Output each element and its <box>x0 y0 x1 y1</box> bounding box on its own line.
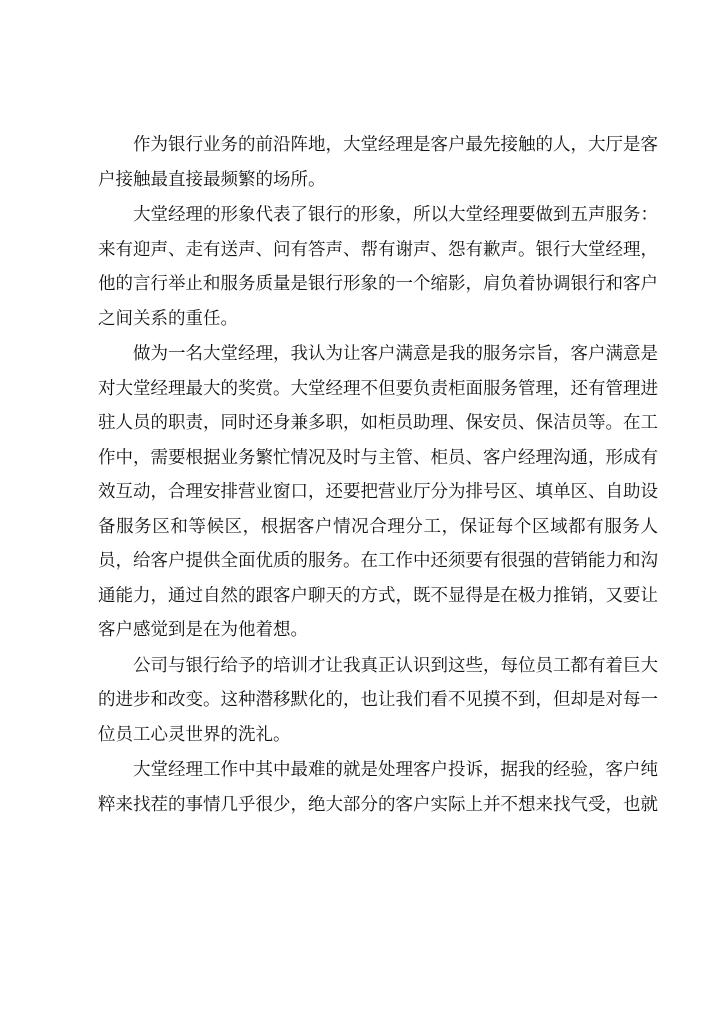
paragraph-2: 大堂经理的形象代表了银行的形象，所以大堂经理要做到五声服务：来有迎声、走有送声、问有答声、帮有谢声、怨有歉声。银行大堂经理，他的言行举止和服务质量是银行形象的一个缩影，肩负着协调银行和客户之间关系的重任。 <box>98 205 658 329</box>
paragraph-1: 作为银行业务的前沿阵地，大堂经理是客户最先接触的人，大厅是客户接触最直接最频繁的场所。 <box>98 135 658 190</box>
paragraph-4: 公司与银行给予的培训才让我真正认识到这些，每位员工都有着巨大的进步和改变。这种潜移默化的，也让我们看不见摸不到，但却是对每一位员工心灵世界的洗礼。 <box>98 655 658 745</box>
paragraph-5: 大堂经理工作中其中最难的就是处理客户投诉，据我的经验，客户纯粹来找茬的事情几乎很少，绝大部分的客户实际上并不想来找气受，也就 <box>98 760 658 815</box>
document-body <box>98 128 658 822</box>
paragraph-3: 做为一名大堂经理，我认为让客户满意是我的服务宗旨，客户满意是对大堂经理最大的奖赏。大堂经理不但要负责柜面服务管理，还有管理进驻人员的职责，同时还身兼多职，如柜员助理、保安员、保洁员等。在工作中，需要根据业务繁忙情况及时与主管、柜员、客户经理沟通，形成有效互动，合理安排营业窗口，还要把营业厅分为排号区、填单区、自助设备服务区和等候区，根据客户情况合理分工，保证每个区域都有服务人员，给客户提供全面优质的服务。在工作中还须要有很强的营销能力和沟通能力，通过自然的跟客户聊天的方式，既不显得是在极力推销，又要让客户感觉到是在为他着想。 <box>98 344 658 640</box>
